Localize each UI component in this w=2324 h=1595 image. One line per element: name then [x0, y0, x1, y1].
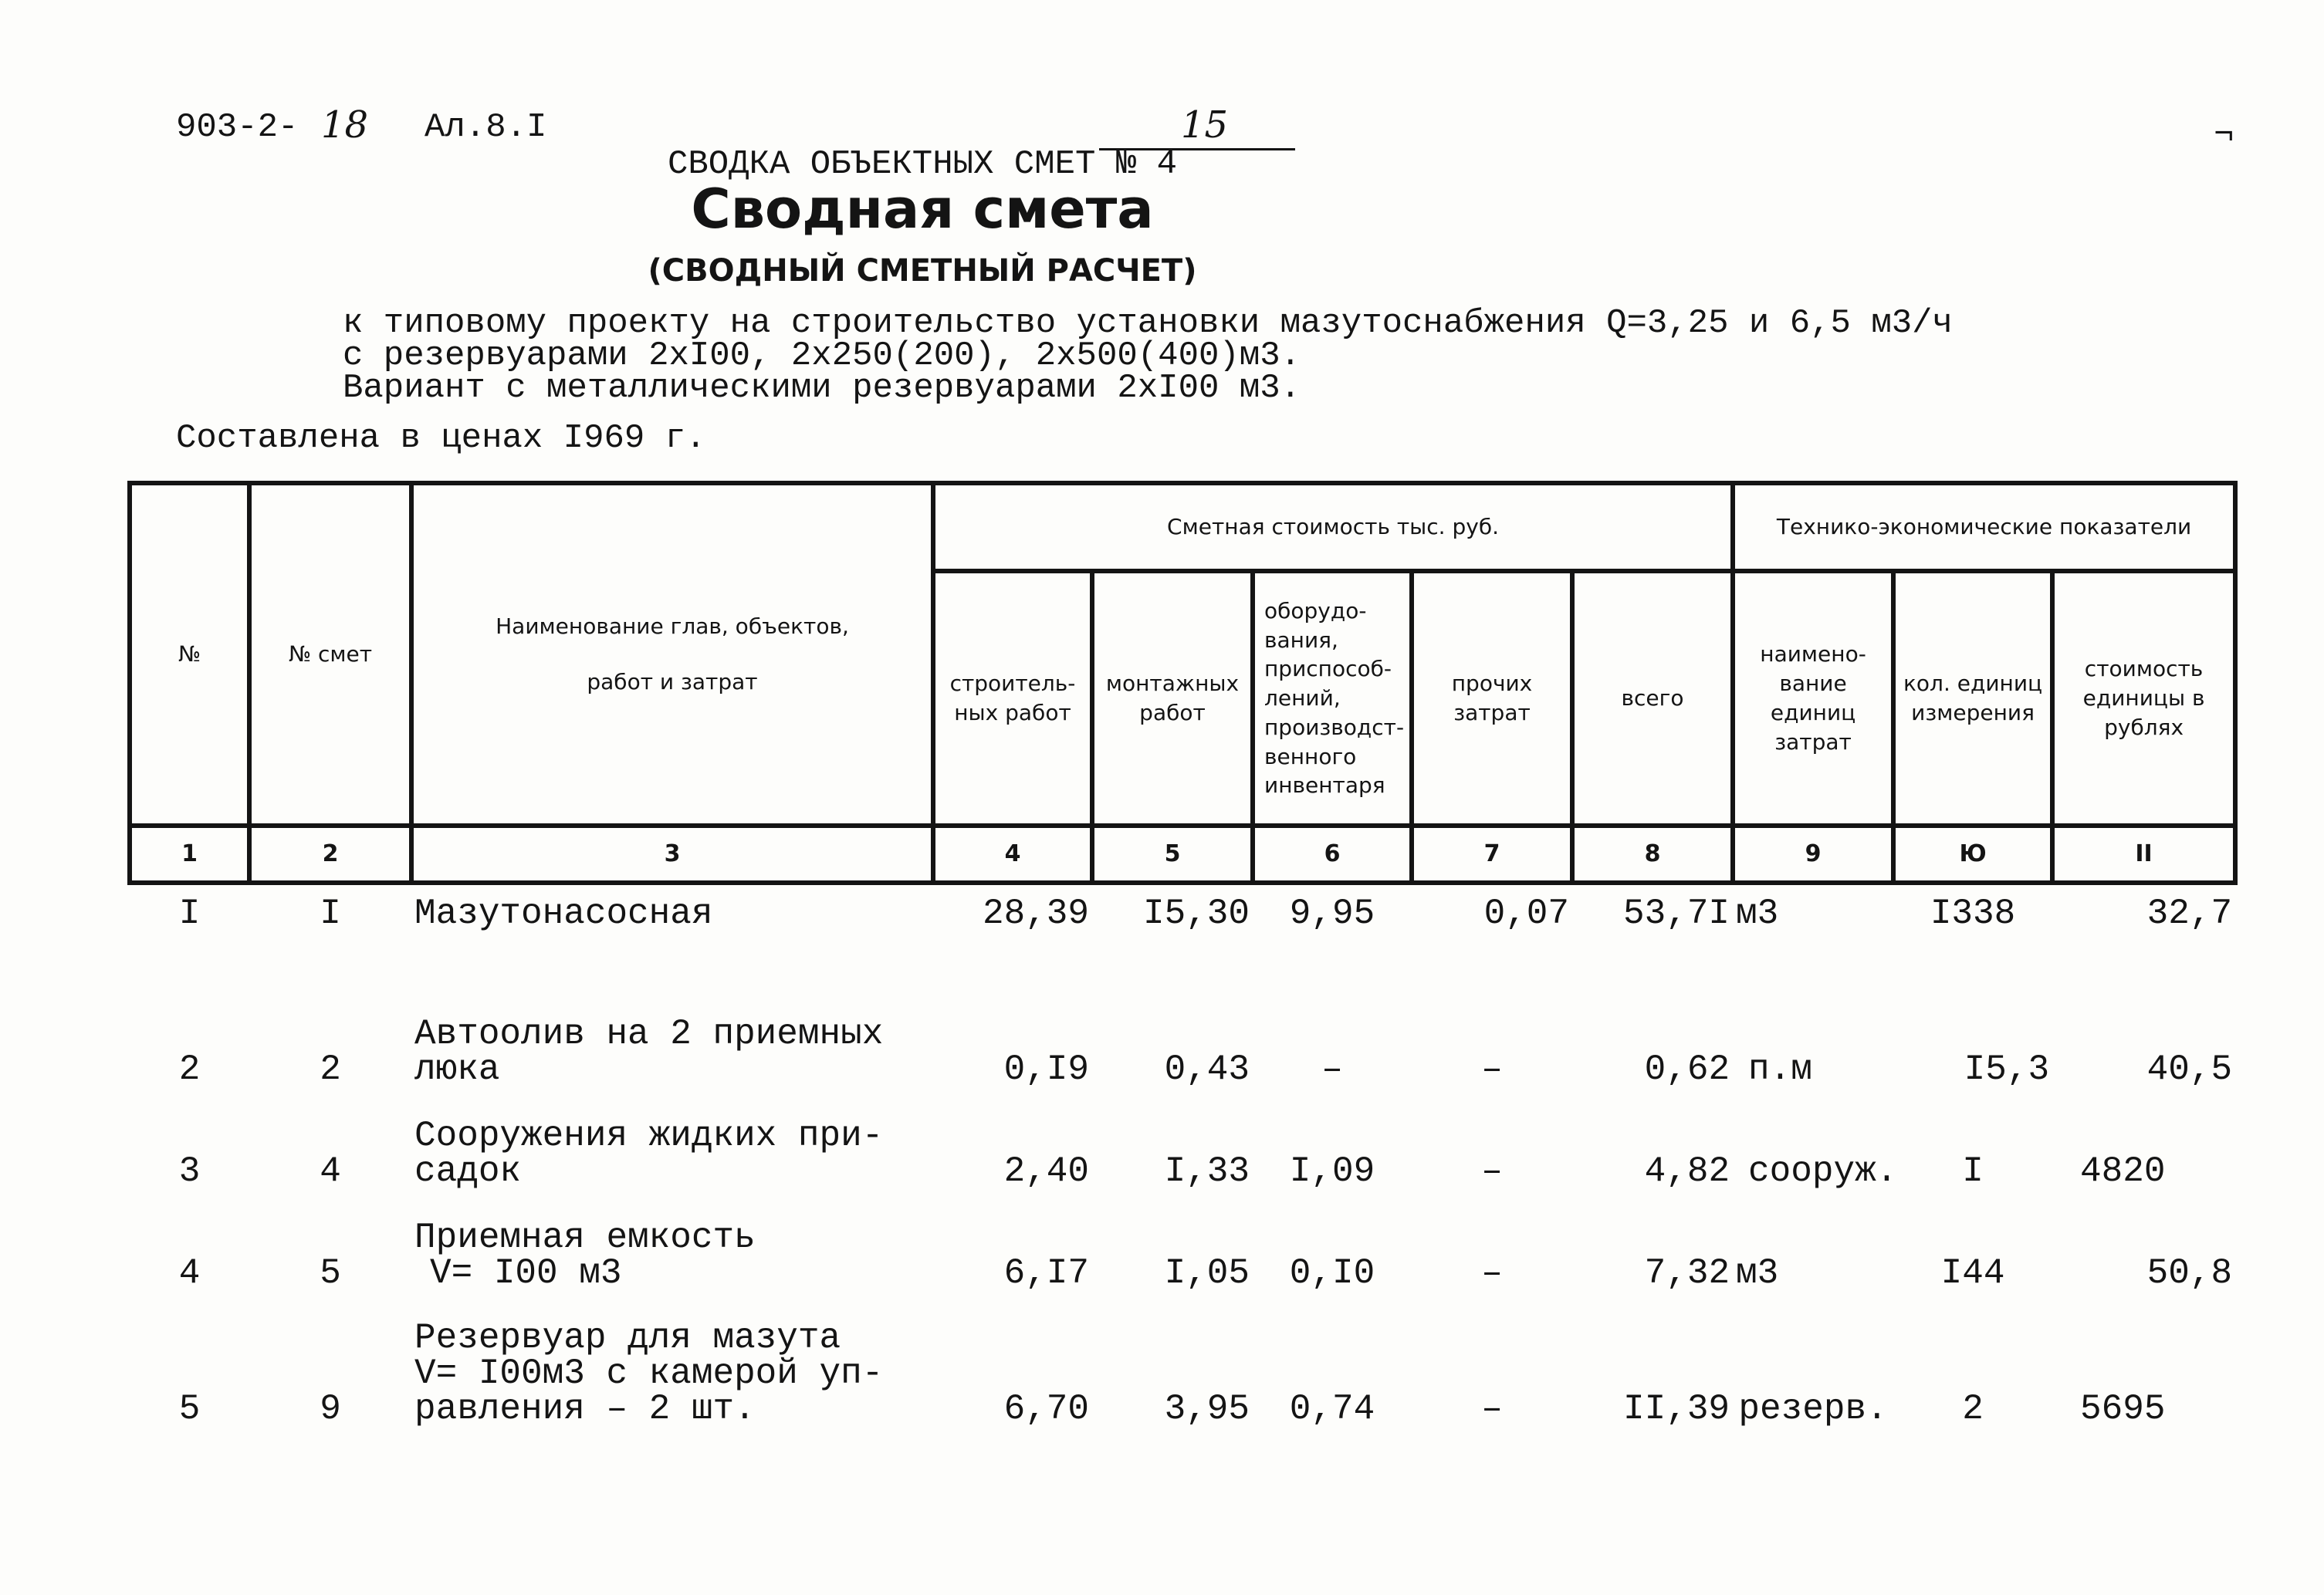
document-code: 903-2-	[176, 108, 299, 147]
row-no: 4	[178, 1253, 201, 1293]
row-name	[411, 1087, 933, 1189]
col-header-equipment: оборудо-вания, приспособ-лений, производст-венного инвентаря	[1253, 571, 1412, 826]
album-number: Ал.8.I	[425, 108, 547, 147]
col-header-unit-cost: стоимость единицы в рублях	[2052, 571, 2235, 826]
table-row	[130, 1291, 2235, 1427]
header-row	[130, 483, 2235, 571]
row-construction: 6,70	[1003, 1389, 1089, 1429]
row-name-line: Приемная емкость	[414, 1218, 756, 1258]
column-number: II	[2052, 826, 2235, 883]
col-header-installation: монтажных работ	[1092, 571, 1253, 826]
column-number: Ю	[1893, 826, 2052, 883]
row-name	[411, 1291, 933, 1427]
col-header-name-line2: работ и затрат	[587, 669, 758, 694]
row-installation: 3,95	[1164, 1389, 1250, 1429]
col-header-estimate-no: № смет	[249, 483, 411, 826]
row-equipment: 0,74	[1289, 1389, 1375, 1429]
row-total: II,39	[1623, 1389, 1730, 1429]
description-line-2: с резервуарами 2хI00, 2х250(200), 2х500(400)м3.	[343, 336, 1301, 375]
row-installation: 0,43	[1164, 1049, 1250, 1090]
row-estimate-no: 4	[320, 1151, 341, 1191]
corner-mark: ¬	[2214, 116, 2234, 154]
column-number: 8	[1572, 826, 1733, 883]
row-other: –	[1481, 1389, 1503, 1429]
table-row	[130, 1087, 2235, 1189]
row-equipment: 9,95	[1289, 894, 1375, 934]
row-name-line: Резервуар для мазута	[414, 1318, 841, 1358]
row-unit: резерв.	[1738, 1389, 1888, 1429]
group-header-tech: Технико-экономические показатели	[1733, 483, 2235, 571]
row-no: 2	[178, 1049, 201, 1090]
row-name	[411, 1189, 933, 1291]
row-construction: 28,39	[982, 894, 1089, 934]
column-number: 9	[1733, 826, 1893, 883]
row-unit-cost: 50,8	[2146, 1253, 2233, 1293]
row-name-line: V= I00 м3	[430, 1253, 622, 1293]
column-number: 3	[411, 826, 933, 883]
row-qty: I5,3	[1964, 1049, 2050, 1090]
svodka-heading: СВОДКА ОБЪЕКТНЫХ СМЕТ № 4	[667, 145, 1178, 184]
row-unit-cost: 32,7	[2146, 894, 2233, 934]
col-header-name	[411, 483, 933, 826]
row-name	[411, 985, 933, 1090]
row-construction: 2,40	[1003, 1151, 1089, 1191]
col-header-other: прочих затрат	[1412, 571, 1572, 826]
table-row	[130, 985, 2235, 1087]
row-other: 0,07	[1483, 894, 1569, 934]
row-estimate-no: 9	[320, 1389, 341, 1429]
row-estimate-no: I	[320, 894, 341, 934]
row-unit: сооруж.	[1748, 1151, 1898, 1191]
row-installation: I,33	[1164, 1151, 1250, 1191]
row-qty: 2	[1962, 1389, 1984, 1429]
row-construction: 0,I9	[1003, 1049, 1089, 1090]
row-total: 7,32	[1644, 1253, 1730, 1293]
svodka-overline	[1099, 148, 1295, 150]
col-header-no: №	[130, 483, 249, 826]
row-name-line: Мазутонасосная	[414, 894, 713, 934]
row-name-line: Автоолив на 2 приемных	[414, 1014, 884, 1054]
price-basis: Составлена в ценах I969 г.	[176, 419, 706, 458]
column-number-row	[130, 826, 2235, 883]
row-unit-cost: 40,5	[2146, 1049, 2233, 1090]
row-name-line: равления – 2 шт.	[414, 1389, 756, 1429]
row-qty: I338	[1930, 894, 2016, 934]
row-name-line: люка	[414, 1049, 500, 1090]
row-unit: м3	[1736, 894, 1779, 934]
page-subtitle: (СВОДНЫЙ СМЕТНЫЙ РАСЧЕТ)	[648, 253, 1197, 289]
row-equipment: I,09	[1289, 1151, 1375, 1191]
row-installation: I,05	[1164, 1253, 1250, 1293]
row-equipment: –	[1321, 1049, 1343, 1090]
col-header-unit-name: наимено-вание единиц затрат	[1733, 571, 1893, 826]
row-qty: I44	[1940, 1253, 2005, 1293]
row-qty: I	[1962, 1151, 1984, 1191]
row-no: 5	[178, 1389, 201, 1429]
estimate-table	[127, 481, 2238, 1427]
row-total: 4,82	[1644, 1151, 1730, 1191]
row-unit-cost: 4820	[2080, 1151, 2166, 1191]
row-estimate-no: 5	[320, 1253, 341, 1293]
col-header-unit-qty: кол. единиц измерения	[1893, 571, 2052, 826]
page-number: 15	[1181, 103, 1229, 147]
column-number: 4	[933, 826, 1092, 883]
row-other: –	[1481, 1151, 1503, 1191]
row-no: 3	[178, 1151, 201, 1191]
row-other: –	[1481, 1049, 1503, 1090]
column-number: 5	[1092, 826, 1253, 883]
page-title: Сводная смета	[691, 177, 1154, 241]
description-line-3: Вариант с металлическими резервуарами 2хI00 м3.	[343, 369, 1301, 407]
table-row	[130, 883, 2235, 985]
column-number: 1	[130, 826, 249, 883]
table-row	[130, 1189, 2235, 1291]
row-name-line: садок	[414, 1151, 522, 1191]
row-equipment: 0,I0	[1289, 1253, 1375, 1293]
row-other: –	[1481, 1253, 1503, 1293]
col-header-total: всего	[1572, 571, 1733, 826]
row-unit: м3	[1736, 1253, 1779, 1293]
row-unit-cost: 5695	[2080, 1389, 2166, 1429]
row-name-line: Сооружения жидких при-	[414, 1116, 884, 1156]
row-total: 53,7I	[1623, 894, 1730, 934]
col-header-construction: строитель-ных работ	[933, 571, 1092, 826]
row-unit: п.м	[1748, 1049, 1812, 1090]
row-estimate-no: 2	[320, 1049, 341, 1090]
group-header-cost: Сметная стоимость тыс. руб.	[933, 483, 1733, 571]
row-no: I	[178, 894, 201, 934]
row-total: 0,62	[1644, 1049, 1730, 1090]
col-header-name-line1: Наименование глав, объектов,	[496, 613, 849, 640]
row-construction: 6,I7	[1003, 1253, 1089, 1293]
row-name	[411, 883, 933, 985]
description-line-1: к типовому проекту на строительство установки мазутоснабжения Q=3,25 и 6,5 м3/ч	[343, 304, 1953, 343]
column-number: 7	[1412, 826, 1572, 883]
row-name-line: V= I00м3 с камерой уп-	[414, 1353, 884, 1394]
column-number: 6	[1253, 826, 1412, 883]
row-installation: I5,30	[1142, 894, 1250, 934]
column-number: 2	[249, 826, 411, 883]
document-code-handwritten: 18	[321, 103, 369, 147]
